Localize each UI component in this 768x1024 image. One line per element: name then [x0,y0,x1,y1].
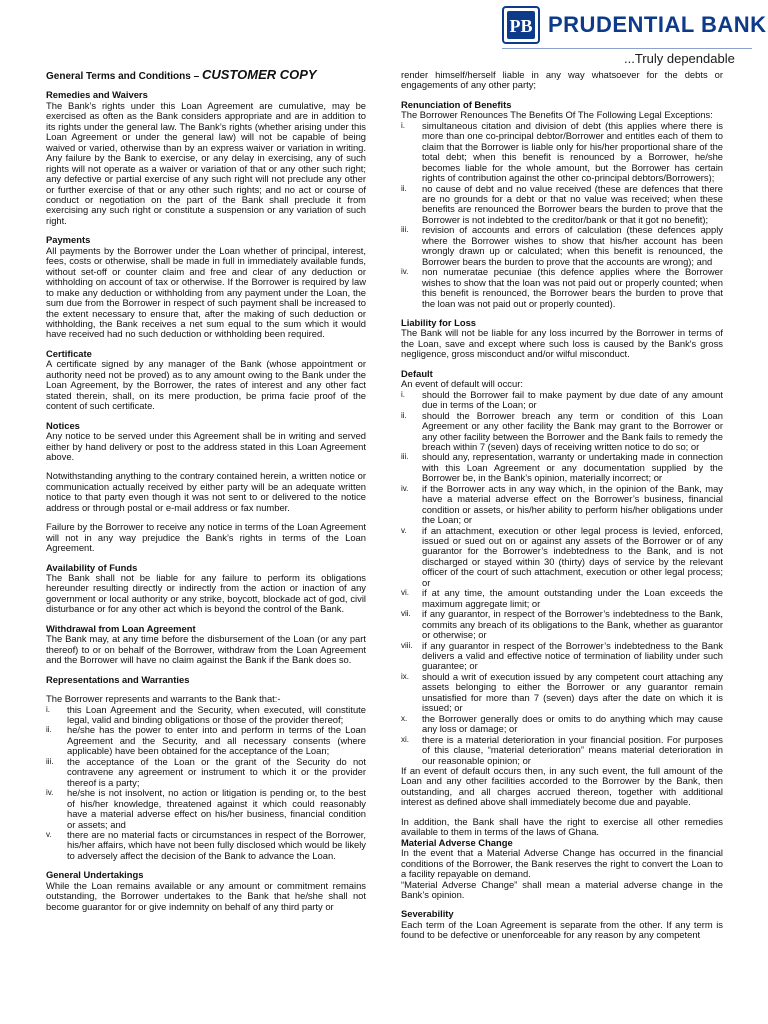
list-item-text: if any guarantor in respect of the Borrower’s indebtedness to the Bank delivers a valid and effective notice of termination of liability under such guarantee; or [422,639,723,672]
section-heading: Remedies and Waivers [46,89,148,101]
list-item [401,609,723,640]
section-renunciation [401,100,723,309]
list-item-text: if an attachment, execution or other legal process is levied, enforced, issued or sued out on or against any assets of the Borrower or of any guarantor for the Borrower’s indebtedness to the Bank, and is not discharged or stayed within 30 (thirty) days of service by the relevant officer of the court of such attachment, execution or other legal process; or [422,524,723,588]
list-item [401,267,723,309]
list-item-text: revision of accounts and errors of calculation (these defences apply where the Borrower wishes to show that his/her account has been wrongly drawn up or calculated; when this benefit is renounced, the Borrower bears the burden to prove that the accounts are wrong); and [422,224,723,267]
list-marker: iv. [401,267,409,277]
section-text: The Bank shall not be liable for any failure to perform its obligations hereunder resulting directly or indirectly from the action or inaction of any government or local authority or any strike, boycott, blockade act of god, civil disturbance or for any other act which is beyond the control of the Bank. [46,572,366,615]
list-item-text: he/she is not insolvent, no action or litigation is pending or, to the best of his/her knowledge, threatened against it which could reasonably have a material adverse effect on his/her business, financial condition or assets; and [67,787,366,830]
list-item-text: simultaneous citation and division of debt (this applies where there is more than one co-principal debtor/Borrower and entitles each of them to claim that the Borrower is liable only for his/her proportional share of the total debt; when this benefit is renounced by a Borrower, he/she becomes liable for the whole amount, but the Borrower has certain rights of contribution against the other co-principal debtors/Borrowers); [422,119,723,184]
list-marker: x. [401,713,408,723]
list-marker: ii. [46,725,52,735]
section-heading: Renunciation of Benefits [401,98,512,110]
list-item [46,757,366,788]
left-column [46,67,366,921]
list-item-text: if at any time, the amount outstanding under the Loan exceeds the maximum aggregate limit; or [422,587,723,609]
list-marker: iii. [401,225,409,235]
title-copy-label: CUSTOMER COPY [201,67,317,82]
section-continuation [401,70,723,91]
list-item [401,735,723,766]
list-item-text: should the Borrower fail to make payment by due date of any amount due in terms of the Loan; or [422,388,723,411]
list-item-text: no cause of debt and no value received (these are defences that there are no grounds for a debt or that no value was received; when these benefits are renounced the Borrower bears the burden to prove that the Borrower is not indebted to the creditor/bank or that it got no benefit); [422,182,723,225]
list-item-text: there is a material deterioration in your financial position. For purposes of this clause, “material deterioration” means material deterioration in our reasonable opinion; or [422,733,723,766]
section-heading: Certificate [46,347,92,359]
section-liability [401,318,723,360]
representations-list [46,705,366,862]
bank-monogram-icon [502,6,540,44]
list-marker: v. [401,525,407,535]
section-text: While the Loan remains available or any amount or commitment remains outstanding, the Borrower undertakes to the Bank that he/she shall not become guarantor for or give indemnity on behalf of any third party or [46,879,366,912]
bank-name: PRUDENTIAL BANK [548,12,767,37]
list-item [401,484,723,526]
list-marker: i. [401,389,405,399]
section-payments [46,235,366,340]
list-item [401,184,723,226]
list-item-text: if any guarantor, in respect of the Borrower’s indebtedness to the Bank, commits any breach of its obligations to the Bank, whether as guarantor or otherwise; or [422,608,723,641]
list-item [46,705,366,726]
list-marker: vii. [401,609,411,619]
section-withdrawal [46,624,366,666]
list-marker: xi. [401,734,409,744]
list-item-text: if the Borrower acts in any way which, in the opinion of the Bank, may have a material adverse effect on the Borrower’s business, financial condition or assets, or his/her ability to perform his/her obligations under the Loan; or [422,482,723,526]
section-heading: Representations and Warranties [46,673,190,685]
list-item-text: this Loan Agreement and the Security, when executed, will constitute legal, valid and binding obligations or those of the provider thereof; [67,703,366,726]
list-marker: iii. [46,756,54,766]
section-text: All payments by the Borrower under the Loan whether of principal, interest, fees, costs or otherwise, shall be made in full in immediately available funds, without set-off or counter claim and free and clear of any deduction or withholding on account of tax or otherwise. If the Borrower is required by law to make any deduction or withholding from any payment under the Loan, the sum due from the Borrower in respect of such payment shall be increased to the extent necessary to ensure that, after the making of such deduction or withholding, the Bank receives a net sum equal to the sum which it would have received had no such deduction or withholding been required. [46,244,366,340]
document-title [46,67,366,82]
list-item [401,121,723,184]
section-intro: The Borrower Renounces The Benefits Of The Following Legal Exceptions: [401,109,713,121]
bank-logo [498,4,767,68]
list-marker: i. [46,704,50,714]
list-item [401,714,723,735]
section-heading: Liability for Loss [401,316,477,328]
section-text: “Material Adverse Change” shall mean a material adverse change in the Bank’s opinion. [401,878,723,900]
list-item [401,411,723,453]
list-item-text: the Borrower generally does or omits to do anything which may cause any loss or damage; or [422,712,723,735]
svg-text:PB: PB [509,16,533,36]
list-item-text: should any, representation, warranty or undertaking made in connection with this Loan Agreement or any documentation supplied by the Borrower be, in the Bank’s opinion, materially incorrect; or [422,451,723,484]
list-item-text: there are no material facts or circumstances in respect of the Borrower, his/her affairs, which have not been fully disclosed which would be likely to adversely affect the decision of the Bank to advance the Loan. [67,829,366,861]
section-text: Notwithstanding anything to the contrary contained herein, a written notice or communication actually received by either party will be an adequate written notice to that party even though it was not sent to or delivered to the notice address or through postal or e-mail address or fax number. [46,470,366,513]
list-item [46,830,366,861]
list-item [401,526,723,589]
section-text: Any notice to be served under this Agreement shall be in writing and served either by hand delivery or post to the address stated in this Loan Agreement above. [46,430,366,462]
section-text: In addition, the Bank shall have the right to exercise all other remedies available to them in terms of the laws of Ghana. [401,815,723,838]
list-marker: viii. [401,640,413,650]
section-severability [401,909,723,940]
section-heading: Availability of Funds [46,561,138,573]
list-item [401,452,723,483]
section-undertakings [46,870,366,912]
section-heading: Notices [46,419,80,431]
section-text: render himself/herself liable in any way whatsoever for the debts or engagements of any other party; [401,69,723,91]
section-text: In the event that a Material Adverse Change has occurred in the financial conditions of the Borrower, the Bank reserves the right to convert the Loan to a facility repayable on demand. [401,847,723,880]
list-marker: iv. [46,788,54,798]
list-item [401,641,723,672]
section-heading: Payments [46,234,91,246]
list-marker: iv. [401,483,409,493]
section-text: If an event of default occurs then, in any such event, the full amount of the Loan and any other facilities accorded to the Borrower by the Bank, then outstanding, and all charges accrued thereon, together with additional interest as defined above shall immediately become due and payable. [401,765,723,808]
section-text: Failure by the Borrower to receive any notice in terms of the Loan Agreement will not in any way prejudice the Bank’s rights in terms of the Loan Agreement. [46,521,366,554]
section-intro: The Borrower represents and warrants to the Bank that:- [46,693,281,705]
list-marker: i. [401,120,405,130]
list-marker: v. [46,830,52,839]
section-notices [46,421,366,554]
section-certificate [46,349,366,412]
section-heading: Material Adverse Change [401,836,513,848]
default-list [401,390,723,766]
list-item [46,788,366,830]
section-text: A certificate signed by any manager of the Bank (whose appointment or authority need not be proved) as to any amount owing to the Bank under the Loan Agreement, by the Borrower, the rates of interest and any other fact stated therein, shall, on its mere production, be prima facie proof of the content of such certificate. [46,358,366,412]
section-heading: Withdrawal from Loan Agreement [46,622,196,634]
list-item-text: he/she has the power to enter into and perform in terms of the Loan Agreement and the Security, and all necessary consents (where applicable) have been obtained for the acceptance of the Loan; [67,724,366,757]
logo-divider [502,48,752,49]
list-marker: ii. [401,183,407,193]
section-representations [46,675,366,862]
list-item [46,725,366,756]
list-item [401,588,723,609]
list-marker: ix. [401,671,409,681]
bank-tagline: ...Truly dependable [624,51,735,66]
list-item-text: non numeratae pecuniae (this defence applies where the Borrower wishes to show that the loan was not paid out or properly counted; when this benefit is renounced, the Borrower bears the burden to prove that the loan was not paid out or properly counted). [422,266,723,309]
list-item [401,225,723,267]
list-marker: ii. [401,410,407,420]
list-marker: vi. [401,588,409,598]
section-availability [46,563,366,615]
section-text: Each term of the Loan Agreement is separate from the other. If any term is found to be defective or unenforceable for any reason by any competent [401,918,723,941]
section-heading: General Undertakings [46,869,144,881]
list-marker: iii. [401,452,409,462]
section-heading: Default [401,367,433,379]
section-intro: An event of default will occur: [401,378,523,390]
section-default [401,369,723,901]
list-item [401,672,723,714]
section-text: The Bank will not be liable for any loss incurred by the Borrower in terms of the Loan, save and except where such loss is caused by the Bank's gross negligence, gross misconduct and/or wilful misconduct. [401,327,723,360]
right-column [401,70,723,950]
list-item-text: should the Borrower breach any term or condition of this Loan Agreement or any other facility the Bank may grant to the Borrower or any other facility between the Borrower and the Bank fails to remedy the breach within 7 (seven) days of receiving written notice to do so; or [422,409,723,452]
section-text: The Bank may, at any time before the disbursement of the Loan (or any part thereof) to or on behalf of the Borrower, withdraw from the Loan Agreement and the Borrower will have no claim against the Bank if the Bank does so. [46,633,366,666]
list-item-text: the acceptance of the Loan or the grant of the Security do not contravene any agreement or instrument to which it or the provider thereof is a party; [67,755,366,788]
section-text: The Bank’s rights under this Loan Agreement are cumulative, may be exercised as often as the Bank considers appropriate and are in addition to its rights under the general law. The Bank’s rights (whether arising under this Loan Agreement or under the general law) will not be capable of being waived or varied, otherwise than by an express waiver or variation in writing. Any failure by the Bank to exercise, or any delay in exercising, any of such rights will not operate as a waiver or variation of that or any other such right; any defective or partial exercise of any such right will not preclude any other or further exercise of that or any other such rights; and no act or course of conduct or negotiation on the part of the Bank shall preclude it from exercising any such right or constitute a suspension or any variation of such right. [46,99,366,226]
list-item-text: should a writ of execution issued by any competent court attaching any assets belonging to either the Borrower or any guarantor remain unsatisfied for more than 7 (seven) days after the date on which it is issued; or [422,670,723,714]
section-remedies [46,90,366,226]
section-heading: Severability [401,908,454,920]
list-item [401,390,723,411]
renunciation-list [401,121,723,309]
title-prefix: General Terms and Conditions – [46,71,202,82]
